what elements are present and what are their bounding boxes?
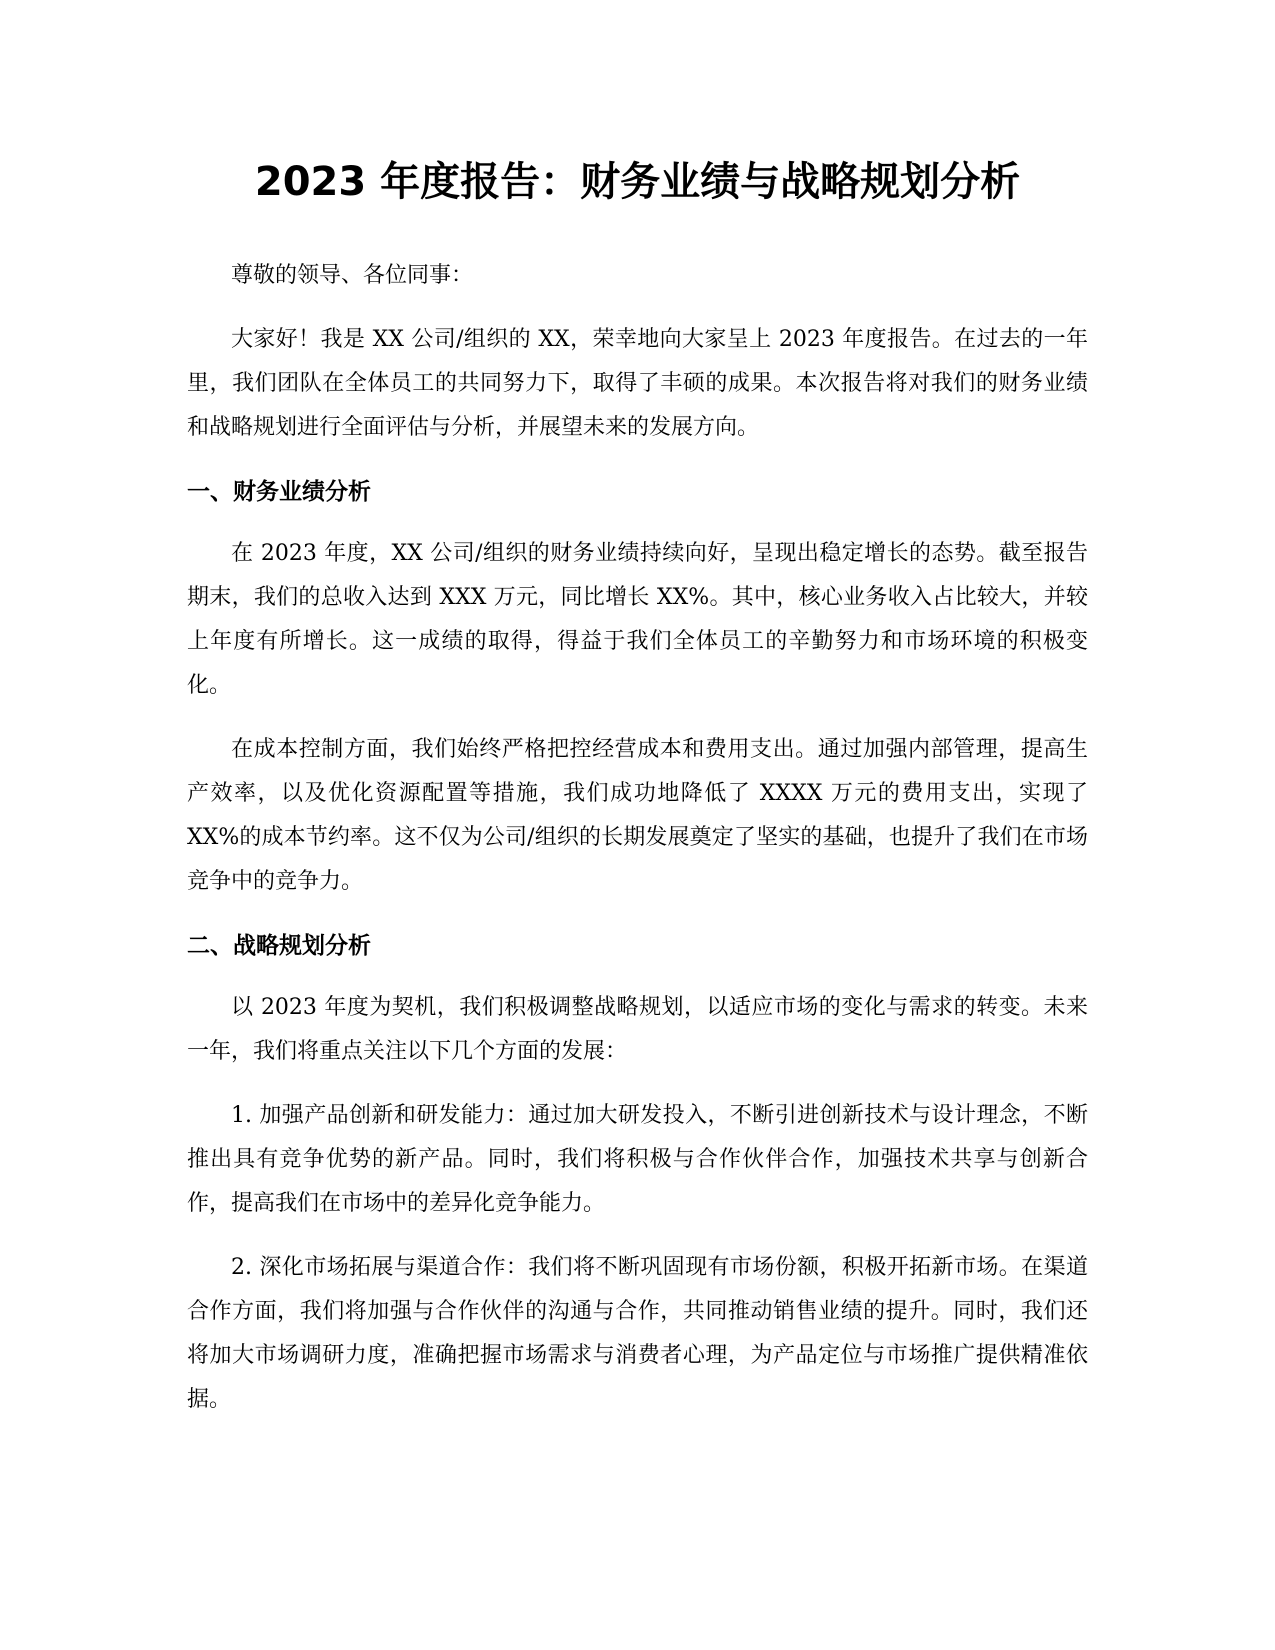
document-body xyxy=(187,150,1088,1442)
section-heading-financial: 一、财务业绩分析 xyxy=(187,479,371,505)
financial-paragraph-cost: 在成本控制方面，我们始终严格把控经营成本和费用支出。通过加强内部管理，提高生产效率，以及优化资源配置等措施，我们成功地降低了 XXXX 万元的费用支出，实现了 XX%的成本节约率。这不仅为公司/组织的长期发展奠定了坚实的基础，也提升了我们在市场竞争中的竞争力。 xyxy=(187,737,1088,894)
section-heading-strategy: 二、战略规划分析 xyxy=(187,933,371,959)
financial-paragraph-revenue: 在 2023 年度，XX 公司/组织的财务业绩持续向好，呈现出稳定增长的态势。截至报告期末，我们的总收入达到 XXX 万元，同比增长 XX%。其中，核心业务收入占比较大，并较上年度有所增长。这一成绩的取得，得益于我们全体员工的辛勤努力和市场环境的积极变化。 xyxy=(187,541,1088,698)
salutation: 尊敬的领导、各位同事： xyxy=(231,263,474,288)
strategy-item-market: 2. 深化市场拓展与渠道合作：我们将不断巩固现有市场份额，积极开拓新市场。在渠道合作方面，我们将加强与合作伙伴的沟通与合作，共同推动销售业绩的提升。同时，我们还将加大市场调研力度，准确把握市场需求与消费者心理，为产品定位与市场推广提供精准依据。 xyxy=(187,1255,1088,1412)
intro-paragraph: 大家好！我是 XX 公司/组织的 XX，荣幸地向大家呈上 2023 年度报告。在过去的一年里，我们团队在全体员工的共同努力下，取得了丰硕的成果。本次报告将对我们的财务业绩和战略规划进行全面评估与分析，并展望未来的发展方向。 xyxy=(187,327,1088,440)
strategy-item-innovation: 1. 加强产品创新和研发能力：通过加大研发投入，不断引进创新技术与设计理念，不断推出具有竞争优势的新产品。同时，我们将积极与合作伙伴合作，加强技术共享与创新合作，提高我们在市场中的差异化竞争能力。 xyxy=(187,1103,1088,1216)
document-title: 2023 年度报告：财务业绩与战略规划分析 xyxy=(254,159,1021,205)
strategy-paragraph-intro: 以 2023 年度为契机，我们积极调整战略规划，以适应市场的变化与需求的转变。未来一年，我们将重点关注以下几个方面的发展： xyxy=(187,995,1088,1064)
